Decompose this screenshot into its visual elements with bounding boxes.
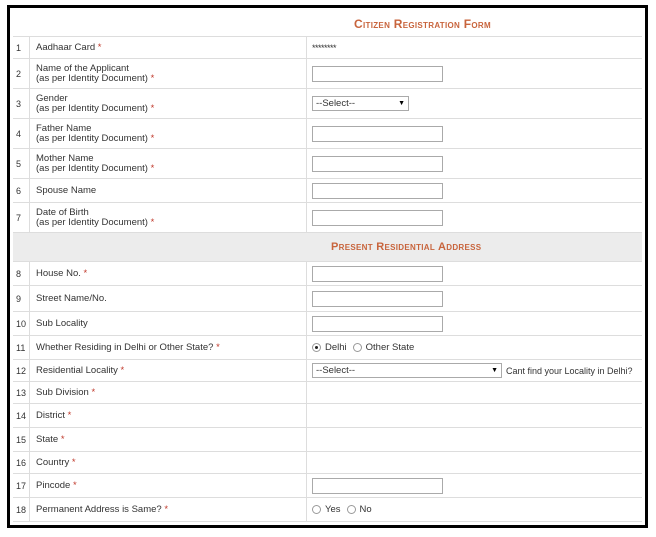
field-label	[30, 498, 307, 521]
field-sublabel	[36, 104, 306, 114]
row-number: 3	[13, 89, 30, 118]
form-row-5	[13, 149, 642, 179]
field-label	[30, 404, 307, 427]
form-row-18	[13, 498, 642, 522]
row-number: 12	[13, 360, 30, 381]
personal-details-section	[13, 37, 642, 233]
form-row-2	[13, 59, 642, 89]
required-marker: *	[164, 503, 169, 515]
form-row-6	[13, 179, 642, 203]
field-sublabel	[36, 164, 306, 174]
radio-label: No	[359, 504, 372, 515]
form-row-7	[13, 203, 642, 233]
field-label-text	[36, 481, 306, 491]
label-text: Sub Locality	[36, 317, 88, 329]
select-value: --Select--	[316, 365, 356, 376]
field-label	[30, 336, 307, 359]
required-marker: *	[120, 364, 125, 376]
sublabel-text: (as per Identity Document)	[36, 102, 148, 114]
row-number: 7	[13, 203, 30, 232]
field-value	[307, 312, 642, 335]
text-input[interactable]	[312, 266, 443, 282]
field-label	[30, 474, 307, 497]
locality-help-link[interactable]: Cant find your Locality in Delhi?	[506, 365, 633, 376]
field-value	[307, 452, 642, 473]
field-label	[30, 312, 307, 335]
text-input[interactable]	[312, 183, 443, 199]
field-label-text	[36, 43, 306, 53]
text-input[interactable]	[312, 291, 443, 307]
field-label-text	[36, 505, 306, 515]
required-marker: *	[60, 433, 65, 445]
field-value	[307, 474, 642, 497]
field-label-text	[36, 294, 306, 304]
label-text: Country	[36, 456, 70, 468]
form-row-8	[13, 262, 642, 286]
label-text: Aadhaar Card	[36, 41, 96, 53]
form-title: Citizen Registration Form	[354, 16, 491, 31]
form-row-1	[13, 37, 642, 59]
text-input[interactable]	[312, 126, 443, 142]
radio-yes[interactable]	[312, 505, 321, 514]
row-number: 1	[13, 37, 30, 58]
row-number: 8	[13, 262, 30, 285]
field-value	[307, 59, 642, 88]
gender-select[interactable]	[312, 96, 409, 111]
required-marker: *	[150, 72, 155, 84]
form-row-14	[13, 404, 642, 428]
required-marker: *	[97, 41, 102, 53]
label-text: Gender	[36, 92, 68, 104]
row-number: 13	[13, 382, 30, 403]
form-row-11	[13, 336, 642, 360]
row-number: 9	[13, 286, 30, 311]
field-label-text	[36, 319, 306, 329]
text-input[interactable]	[312, 478, 443, 494]
field-label	[30, 262, 307, 285]
row-number: 15	[13, 428, 30, 451]
field-value	[307, 149, 642, 178]
row-number: 2	[13, 59, 30, 88]
field-label	[30, 360, 307, 381]
radio-label: Delhi	[325, 342, 347, 353]
form-content	[13, 11, 642, 525]
field-value	[307, 428, 642, 451]
field-label-text	[36, 343, 306, 353]
text-input[interactable]	[312, 156, 443, 172]
field-label	[30, 286, 307, 311]
field-value	[307, 262, 642, 285]
field-value	[307, 382, 642, 403]
chevron-down-icon: ▼	[491, 367, 498, 374]
field-label	[30, 382, 307, 403]
text-input[interactable]	[312, 316, 443, 332]
field-label-text	[36, 435, 306, 445]
label-text: House No.	[36, 267, 81, 279]
chevron-down-icon: ▼	[398, 100, 405, 107]
form-row-9	[13, 286, 642, 312]
form-frame	[7, 5, 648, 528]
field-value	[307, 336, 642, 359]
row-number: 18	[13, 498, 30, 521]
required-marker: *	[216, 341, 220, 353]
label-text: Residential Locality	[36, 364, 118, 376]
label-text: District	[36, 409, 66, 421]
address-section-title: Present Residential Address	[331, 241, 482, 253]
required-marker: *	[67, 409, 72, 421]
row-number: 14	[13, 404, 30, 427]
locality-select[interactable]	[312, 363, 502, 378]
field-sublabel	[36, 218, 306, 228]
label-text: Permanent Address is Same?	[36, 503, 162, 515]
field-value	[307, 498, 642, 521]
address-details-section	[13, 262, 642, 522]
label-text: Date of Birth	[36, 206, 89, 218]
field-value	[307, 203, 642, 232]
row-number: 16	[13, 452, 30, 473]
required-marker: *	[150, 216, 155, 228]
form-row-16	[13, 452, 642, 474]
field-value	[307, 404, 642, 427]
label-text: Street Name/No.	[36, 292, 107, 304]
field-label	[30, 119, 307, 148]
form-row-3	[13, 89, 642, 119]
form-row-4	[13, 119, 642, 149]
form-row-10	[13, 312, 642, 336]
row-number: 6	[13, 179, 30, 202]
radio-delhi[interactable]	[312, 343, 321, 352]
radio-label: Yes	[325, 504, 341, 515]
row-number: 10	[13, 312, 30, 335]
text-input[interactable]	[312, 210, 443, 226]
label-text: Spouse Name	[36, 184, 97, 196]
text-input[interactable]	[312, 66, 443, 82]
field-label-text	[36, 366, 306, 376]
field-label	[30, 428, 307, 451]
field-value	[307, 179, 642, 202]
label-text: Whether Residing in Delhi or Other State?	[36, 341, 214, 353]
field-label-text	[36, 388, 306, 398]
required-marker: *	[150, 102, 155, 114]
field-label-text	[36, 458, 306, 468]
radio-no[interactable]	[347, 505, 356, 514]
row-number: 4	[13, 119, 30, 148]
field-label-text	[36, 186, 306, 196]
sublabel-text: (as per Identity Document)	[36, 132, 148, 144]
label-text: Mother Name	[36, 152, 94, 164]
form-row-15	[13, 428, 642, 452]
field-label	[30, 179, 307, 202]
row-number: 5	[13, 149, 30, 178]
select-value: --Select--	[316, 98, 356, 109]
field-label	[30, 149, 307, 178]
field-label	[30, 452, 307, 473]
required-marker: *	[150, 132, 155, 144]
row-number: 17	[13, 474, 30, 497]
field-sublabel	[36, 134, 306, 144]
form-title-bar	[13, 11, 642, 37]
form-row-13	[13, 382, 642, 404]
address-section-header	[13, 233, 642, 262]
aadhaar-masked-value: ********	[312, 42, 337, 53]
radio-label: Other State	[365, 342, 415, 353]
required-marker: *	[150, 162, 155, 174]
field-label	[30, 89, 307, 118]
field-label	[30, 59, 307, 88]
field-label	[30, 37, 307, 58]
label-text: Father Name	[36, 122, 92, 134]
field-value	[307, 37, 642, 58]
label-text: State	[36, 433, 59, 445]
field-label	[30, 203, 307, 232]
required-marker: *	[83, 267, 88, 279]
label-text: Pincode	[36, 479, 71, 491]
label-text: Sub Division	[36, 386, 89, 398]
row-number: 11	[13, 336, 30, 359]
form-row-17	[13, 474, 642, 498]
sublabel-text: (as per Identity Document)	[36, 162, 148, 174]
sublabel-text: (as per Identity Document)	[36, 216, 148, 228]
required-marker: *	[91, 386, 96, 398]
form-row-12	[13, 360, 642, 382]
field-value	[307, 119, 642, 148]
field-value	[307, 286, 642, 311]
field-value	[307, 360, 642, 381]
field-label-text	[36, 269, 306, 279]
required-marker: *	[72, 479, 77, 491]
label-text: Name of the Applicant	[36, 62, 129, 74]
radio-other-state[interactable]	[353, 343, 362, 352]
sublabel-text: (as per Identity Document)	[36, 72, 148, 84]
field-sublabel	[36, 74, 306, 84]
field-label-text	[36, 411, 306, 421]
field-value	[307, 89, 642, 118]
required-marker: *	[71, 456, 76, 468]
